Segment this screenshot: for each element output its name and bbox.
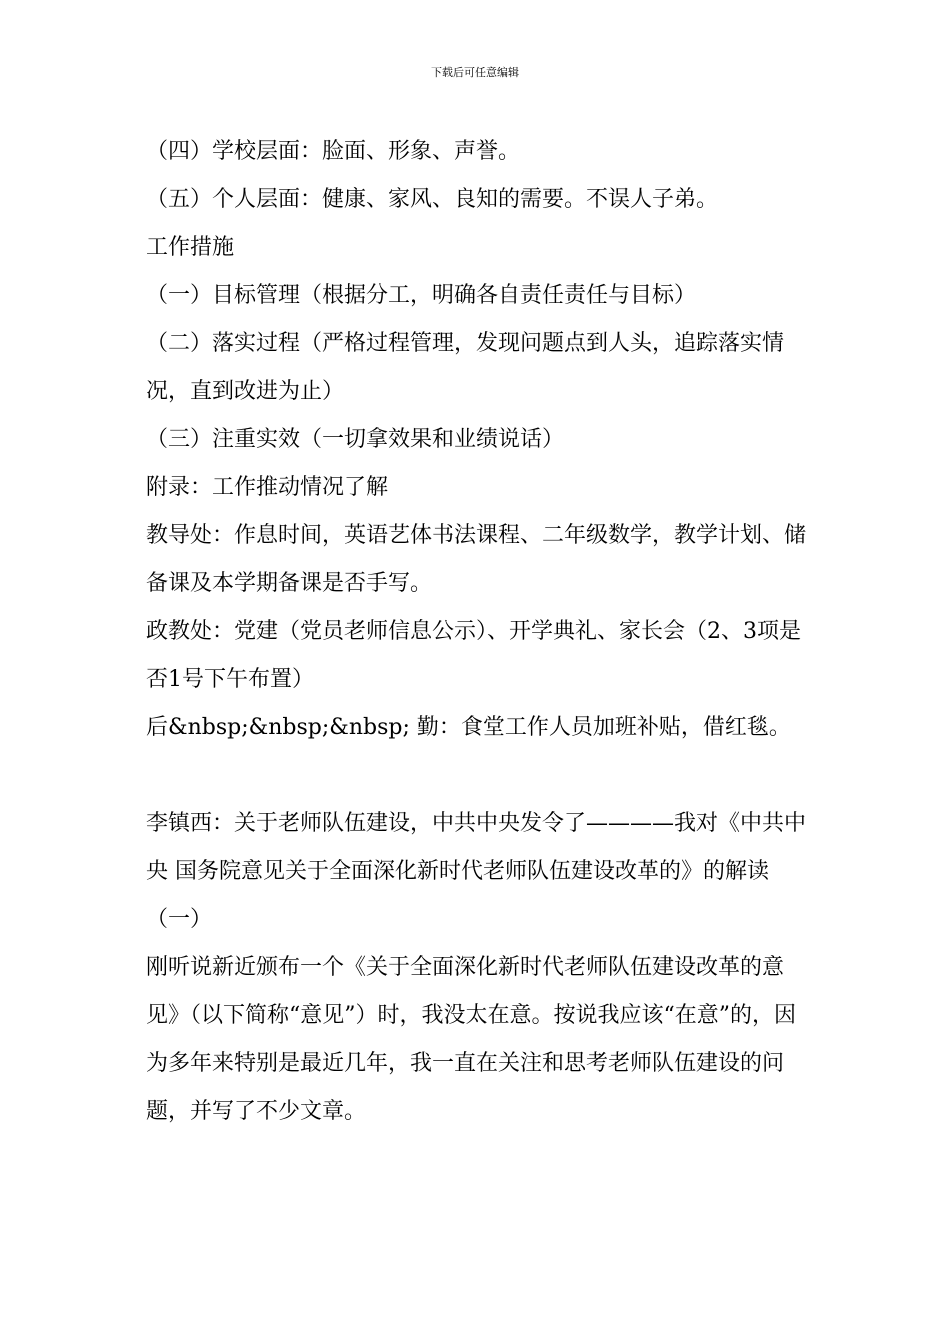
paragraph-school-level: （四）学校层面：脸面、形象、声誉。 — [146, 139, 521, 164]
section-heading-appendix: 附录：工作推动情况了解 — [146, 475, 389, 500]
page-header: 下载后可任意编辑 — [431, 66, 519, 79]
paragraph-goal-management: （一）目标管理（根据分工，明确各自责任责任与目标） — [146, 283, 697, 308]
paragraph-academic-office: 教导处：作息时间，英语艺体书法课程、二年级数学，教学计划、储备课及本学期备课是否手写。 — [146, 523, 807, 596]
paragraph-political-office: 政教处：党建（党员老师信息公示）、开学典礼、家长会（2、3项是否1号下午布置） — [146, 619, 801, 692]
document-body — [146, 128, 810, 1136]
blank-line — [146, 752, 810, 800]
paragraph-article-title: 李镇西：关于老师队伍建设，中共中央发令了————我对《中共中央 国务院意见关于全面深化新时代老师队伍建设改革的》的解读（一） — [146, 811, 807, 932]
paragraph-personal-level: （五）个人层面：健康、家风、良知的需要。不误人子弟。 — [146, 187, 719, 212]
paragraph-article-body: 刚听说新近颁布一个《关于全面深化新时代老师队伍建设改革的意见》（以下简称“意见”）时，我没太在意。按说我应该“在意”的，因为多年来特别是最近几年，我一直在关注和思考老师队伍建设的问题，并写了不少文章。 — [146, 955, 796, 1124]
section-heading-work-measures: 工作措施 — [146, 235, 235, 260]
paragraph-process-implementation: （二）落实过程（严格过程管理，发现问题点到人头，追踪落实情况，直到改进为止） — [146, 331, 785, 404]
paragraph-effectiveness: （三）注重实效（一切拿效果和业绩说话） — [146, 427, 565, 452]
paragraph-logistics: 后&nbsp;&nbsp;&nbsp; 勤：食堂工作人员加班补贴，借红毯。 — [146, 715, 791, 740]
